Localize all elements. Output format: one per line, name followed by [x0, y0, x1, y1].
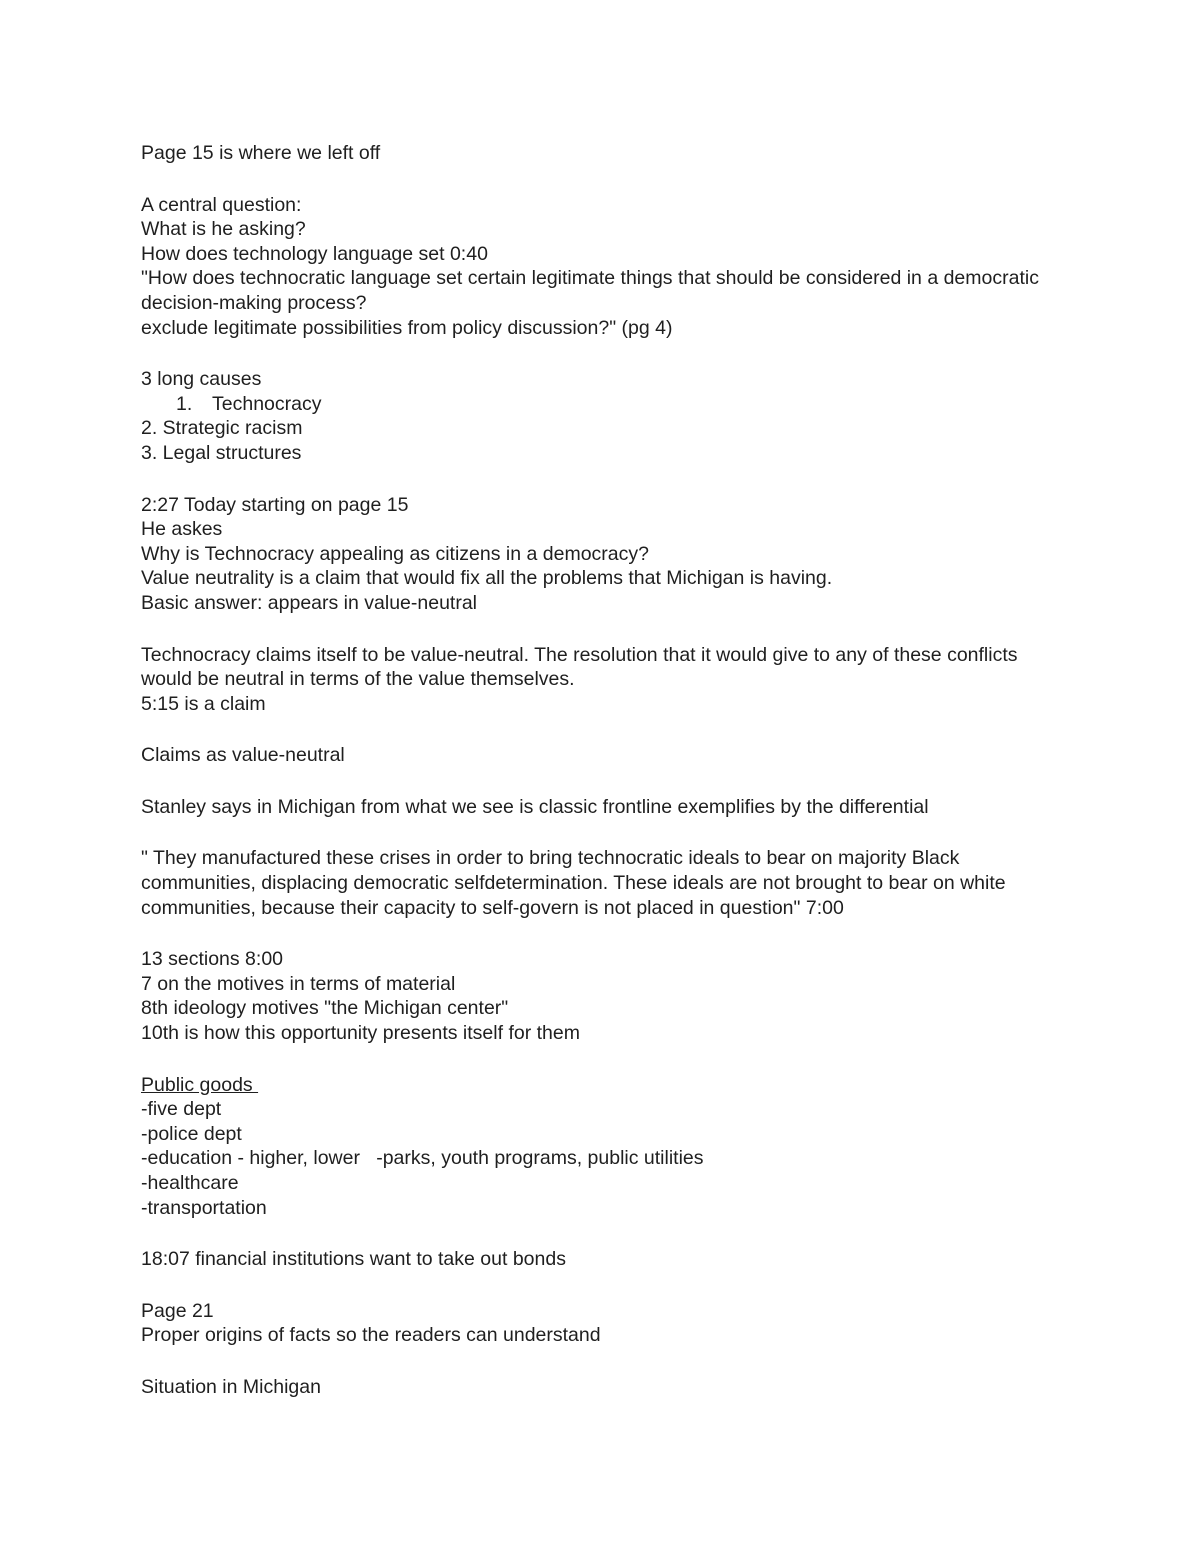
text-line: -education - higher, lower -parks, youth programs, public utilities: [141, 1147, 704, 1170]
blank-line: [141, 1348, 1051, 1375]
blank-line: [141, 1046, 1051, 1073]
blank-line: [141, 1272, 1051, 1299]
text-line: Page 15 is where we left off: [141, 142, 381, 164]
text-line: Situation in Michigan: [141, 1375, 321, 1398]
text-line: 3 long causes: [141, 368, 262, 391]
text-line: 2. Strategic racism: [141, 417, 303, 440]
text-line: 8th ideology motives "the Michigan center": [141, 997, 509, 1020]
list-number: 1.: [176, 392, 193, 415]
text-line: Basic answer: appears in value-neutral: [141, 591, 478, 614]
text-line: 18:07 financial institutions want to take out bonds: [141, 1248, 566, 1271]
blank-line: [141, 166, 1051, 193]
blank-line: [141, 819, 1051, 846]
text-line: exclude legitimate possibilities from policy discussion?" (pg 4): [141, 316, 673, 339]
blank-line: [141, 716, 1051, 743]
text-line: 10th is how this opportunity presents itself for them: [141, 1022, 580, 1045]
text-line: What is he asking?: [141, 218, 306, 241]
list-item-text: Technocracy: [212, 392, 322, 415]
text-line: Stanley says in Michigan from what we see is classic frontline exemplifies by the differential: [141, 795, 929, 818]
text-line: How does technology language set 0:40: [141, 242, 488, 265]
text-line: -police dept: [141, 1122, 242, 1145]
blank-line: [141, 616, 1051, 643]
document-page: [141, 141, 1051, 1400]
text-line: 7 on the motives in terms of material: [141, 972, 456, 995]
text-line: 5:15 is a claim: [141, 692, 266, 715]
text-line: -five dept: [141, 1098, 222, 1121]
text-paragraph: "How does technocratic language set certain legitimate things that should be considered in a democratic decision-making process?: [141, 267, 1045, 314]
text-line: -healthcare: [141, 1172, 239, 1194]
blank-line: [141, 768, 1051, 795]
blank-line: [141, 340, 1051, 367]
text-line: 3. Legal structures: [141, 441, 302, 464]
text-line: He askes: [141, 518, 223, 541]
blank-line: [141, 466, 1051, 493]
text-line: 2:27 Today starting on page 15: [141, 493, 409, 516]
text-line: Claims as value-neutral: [141, 744, 345, 767]
text-line: Proper origins of facts so the readers can understand: [141, 1324, 601, 1347]
section-heading: Public goods: [141, 1073, 259, 1096]
blank-line: [141, 1220, 1051, 1247]
text-paragraph: Technocracy claims itself to be value-neutral. The resolution that it would give to any of these conflicts would be neutral in terms of the value themselves.: [141, 643, 1023, 691]
text-line: A central question:: [141, 193, 302, 216]
quote-paragraph: " They manufactured these crises in order to bring technocratic ideals to bear on majority Black communities, displacing democratic selfdetermination. These ideals are not brought to bear on white communities, because their capacity to self-govern is not placed in question" 7:00: [141, 847, 1012, 919]
text-line: Value neutrality is a claim that would fix all the problems that Michigan is having.: [141, 567, 833, 590]
blank-line: [141, 920, 1051, 947]
text-line: Page 21: [141, 1299, 214, 1322]
text-line: -transportation: [141, 1196, 267, 1219]
text-line: 13 sections 8:00: [141, 948, 284, 971]
text-line: Why is Technocracy appealing as citizens in a democracy?: [141, 542, 649, 565]
numbered-list-item: [141, 392, 1051, 417]
